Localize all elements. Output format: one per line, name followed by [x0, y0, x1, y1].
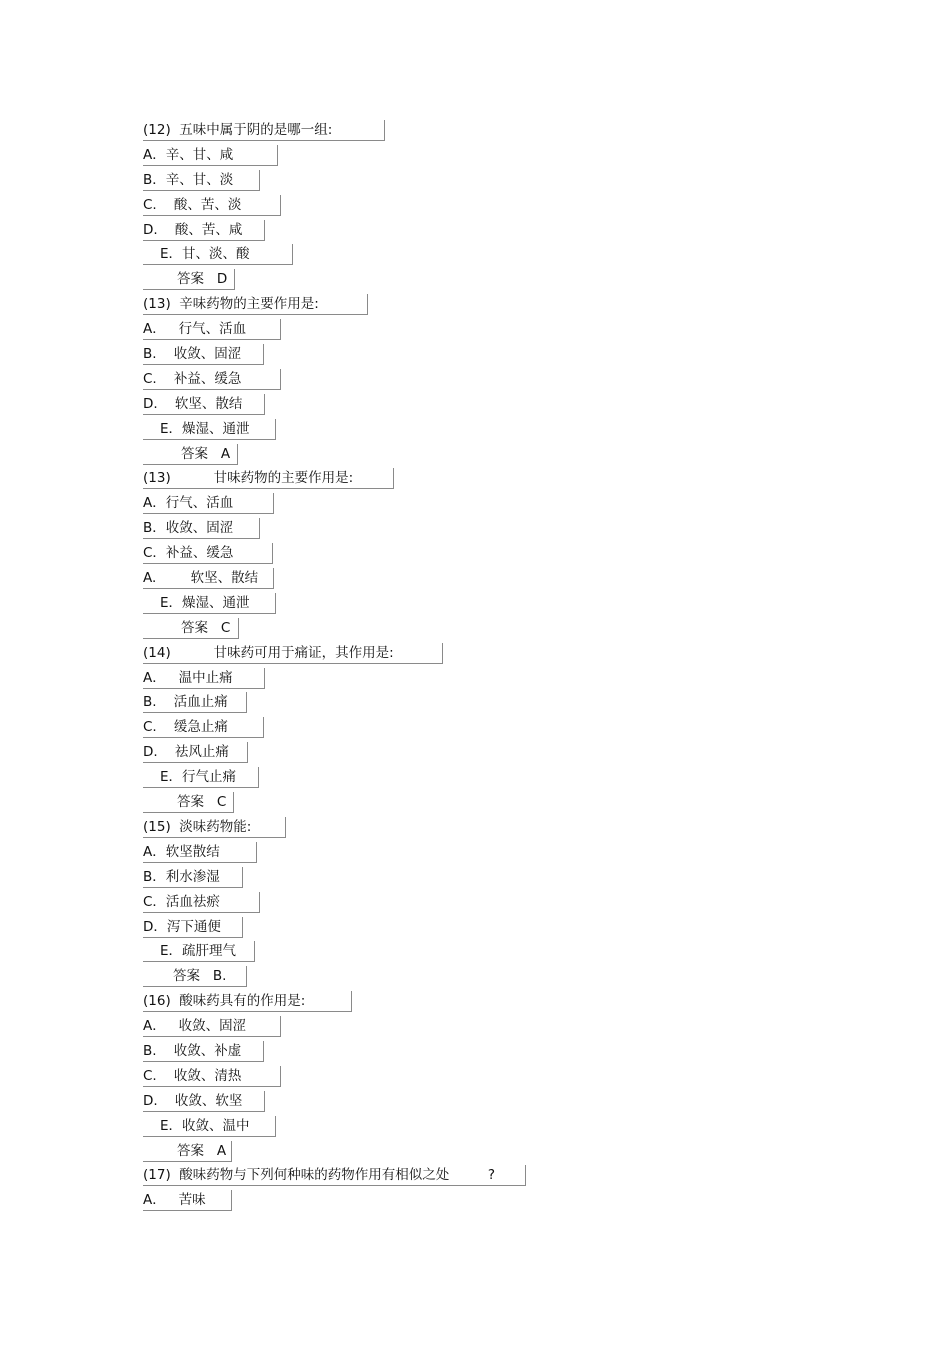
text-line: [143, 1039, 903, 1064]
text-line: [143, 1089, 903, 1114]
text-cell: (14) 甘味药可用于痛证，其作用是:: [143, 643, 443, 664]
text-line: [143, 939, 903, 964]
text-cell: A． 苦味: [143, 1190, 232, 1211]
text-line: [143, 168, 903, 193]
text-cell: (16) 酸味药具有的作用是:: [143, 991, 352, 1012]
text-cell: A. 软坚、散结: [143, 568, 274, 589]
text-cell: (17) 酸味药物与下列何种味的药物作用有相似之处 ?: [143, 1165, 526, 1186]
text-cell: (13) 辛味药物的主要作用是:: [143, 294, 368, 315]
text-cell: E．燥湿、通泄: [143, 419, 276, 440]
text-cell: 答案 A: [143, 444, 238, 465]
text-line: [143, 267, 903, 292]
text-cell: 答案 B.: [143, 966, 247, 987]
text-line: [143, 715, 903, 740]
text-cell: C．补益、缓急: [143, 543, 273, 564]
text-line: [143, 690, 903, 715]
text-cell: D. 软坚、散结: [143, 394, 265, 415]
text-line: [143, 840, 903, 865]
text-cell: (13) 甘味药物的主要作用是:: [143, 468, 394, 489]
text-cell: B．收敛、固涩: [143, 518, 260, 539]
text-cell: E．行气止痛: [143, 767, 259, 788]
text-line: [143, 367, 903, 392]
text-cell: C. 酸、苦、淡: [143, 195, 281, 216]
text-line: [143, 491, 903, 516]
text-cell: E．燥湿、通泄: [143, 593, 276, 614]
text-cell: E．疏肝理气: [143, 941, 255, 962]
text-line: [143, 516, 903, 541]
text-cell: C. 收敛、清热: [143, 1066, 281, 1087]
text-cell: A． 收敛、固涩: [143, 1016, 281, 1037]
text-cell: D. 酸、苦、咸: [143, 220, 265, 241]
text-cell: C．活血祛瘀: [143, 892, 260, 913]
text-line: [143, 1114, 903, 1139]
text-cell: C. 补益、缓急: [143, 369, 281, 390]
text-cell: A． 温中止痛: [143, 668, 265, 689]
text-line: [143, 915, 903, 940]
text-cell: 答案 D: [143, 269, 235, 290]
document-body: [143, 118, 903, 1213]
text-cell: B. 活血止痛: [143, 692, 247, 713]
text-cell: C. 缓急止痛: [143, 717, 264, 738]
text-line: [143, 815, 903, 840]
text-cell: B. 收敛、固涩: [143, 344, 264, 365]
text-cell: 答案 C: [143, 792, 234, 813]
text-line: [143, 641, 903, 666]
text-line: [143, 1014, 903, 1039]
text-cell: (15) 淡味药物能:: [143, 817, 286, 838]
text-line: [143, 193, 903, 218]
text-line: [143, 143, 903, 168]
text-line: [143, 1064, 903, 1089]
text-line: [143, 417, 903, 442]
text-line: [143, 342, 903, 367]
text-line: [143, 292, 903, 317]
text-cell: 答案 C: [143, 618, 239, 639]
text-cell: B. 收敛、补虚: [143, 1041, 264, 1062]
text-line: [143, 317, 903, 342]
text-cell: A．行气、活血: [143, 493, 274, 514]
text-line: [143, 790, 903, 815]
text-line: [143, 1163, 903, 1188]
text-cell: B．利水渗湿: [143, 867, 243, 888]
text-line: [143, 466, 903, 491]
text-cell: E．甘、淡、酸: [143, 244, 293, 265]
text-line: [143, 865, 903, 890]
text-line: [143, 1188, 903, 1213]
text-cell: (12) 五味中属于阴的是哪一组:: [143, 120, 385, 141]
text-cell: A． 行气、活血: [143, 319, 281, 340]
text-line: [143, 442, 903, 467]
text-cell: E．收敛、温中: [143, 1116, 276, 1137]
text-cell: D．泻下通便: [143, 917, 243, 938]
text-cell: 答案 A: [143, 1141, 232, 1162]
text-cell: D. 祛风止痛: [143, 742, 248, 763]
text-line: [143, 242, 903, 267]
text-line: [143, 964, 903, 989]
text-line: [143, 218, 903, 243]
text-line: [143, 740, 903, 765]
text-line: [143, 591, 903, 616]
text-line: [143, 666, 903, 691]
text-line: [143, 616, 903, 641]
text-line: [143, 1139, 903, 1164]
text-line: [143, 989, 903, 1014]
text-line: [143, 541, 903, 566]
text-line: [143, 890, 903, 915]
text-line: [143, 765, 903, 790]
text-line: [143, 392, 903, 417]
text-cell: D. 收敛、软坚: [143, 1091, 265, 1112]
text-cell: A．辛、甘、咸: [143, 145, 278, 166]
text-line: [143, 118, 903, 143]
text-cell: A．软坚散结: [143, 842, 257, 863]
text-line: [143, 566, 903, 591]
text-cell: B．辛、甘、淡: [143, 170, 260, 191]
